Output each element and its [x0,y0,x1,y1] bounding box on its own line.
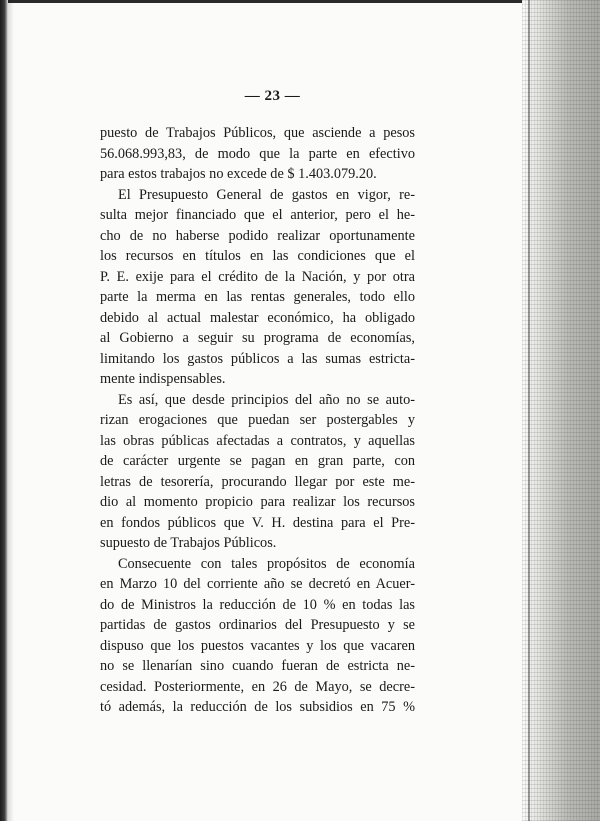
text-line: las obras públicas afectadas a contratos, y aquellas [100,432,415,449]
text-line: rizan erogaciones que puedan ser postergables y [100,412,415,428]
text-line: debido al actual malestar económico, ha obligado [100,309,415,326]
text-line: los recursos en títulos en las condiciones que el [100,248,415,264]
text-line: dio al momento propicio para realizar los recursos [100,494,415,510]
body-text [100,123,415,718]
text-line: Es así, que desde principios del año no se auto- [118,391,415,408]
binding-gradient [8,0,14,821]
text-line: al Gobierno a seguir su programa de economías, [100,330,415,346]
text-line: mente indispensables. [100,371,226,387]
text-line: El Presupuesto General de gastos en vigor, re- [118,186,415,203]
text-line: P. E. exije para el crédito de la Nación, y por otra [100,268,415,285]
top-edge-line [8,0,528,3]
page-edge-line [528,0,530,821]
text-line: para estos trabajos no excede de $ 1.403.079.20. [100,166,377,182]
text-line: en Marzo 10 del corriente año se decretó en Acuer- [100,576,415,592]
text-line: puesto de Trabajos Públicos, que asciende a pesos [100,125,415,141]
text-line: cho de no haberse podido realizar oportunamente [100,227,415,244]
text-line: partidas de gastos ordinarios del Presupuesto y se [100,617,415,633]
text-line: letras de tesorería, procurando llegar por este me- [100,473,415,490]
binding-shadow [0,0,8,821]
text-line: parte la merma en las rentas generales, todo ello [100,289,415,305]
text-line: tó además, la reducción de los subsidios en 75 % [100,699,415,715]
text-line: de carácter urgente se pagan en gran parte, con [100,453,415,469]
page-number: — 23 — [244,88,301,104]
text-line: 56.068.993,83, de modo que la parte en efectivo [100,145,415,162]
text-line: no se llenarían sino cuando fueran de estricta ne- [100,658,415,674]
text-line: supuesto de Trabajos Públicos. [100,535,277,551]
text-line: do de Ministros la reducción de 10 % en todas las [100,596,415,613]
page-edge-texture [522,0,600,821]
text-line: dispuso que los puestos vacantes y los que vacaren [100,637,415,654]
text-line: en fondos públicos que V. H. destina para el Pre- [100,514,415,531]
text-line: cesidad. Posteriormente, en 26 de Mayo, se decre- [100,678,415,695]
text-line: Consecuente con tales propósitos de economía [118,555,415,572]
text-line: limitando los gastos públicos a las sumas estricta- [100,350,415,367]
text-line: sulta mejor financiado que el anterior, pero el he- [100,207,415,223]
